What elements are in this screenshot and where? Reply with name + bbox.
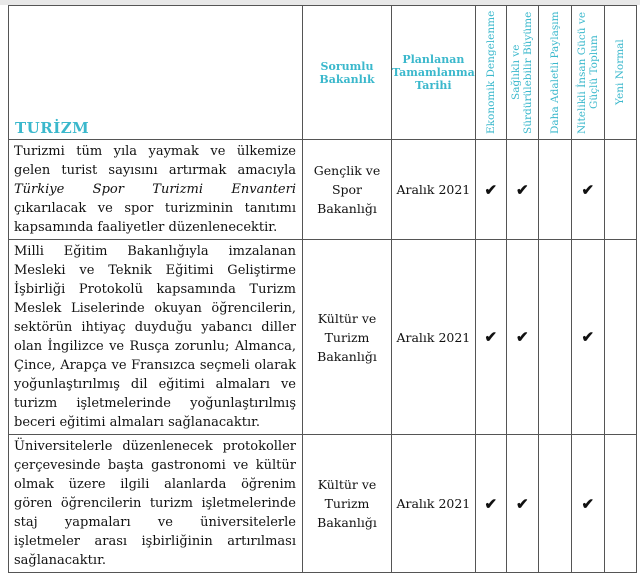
description-italic: Türkiye Spor Turizmi Envanteri	[14, 182, 296, 197]
check-icon: ✔	[581, 180, 595, 199]
check-icon: ✔	[515, 328, 529, 346]
empty-cell	[538, 140, 571, 240]
planned-date: Aralık 2021	[392, 140, 476, 240]
check-icon: ✔	[581, 328, 595, 346]
description-text: çıkarılacak ve spor turizminin tanıtımı kapsamında faaliyetler düzenlenecektir.	[14, 201, 296, 235]
description-text: Üniversitelerle düzenlenecek protokoller çerçevesinde başta gastronomi ve kültür olmak üzere ilgili alanlarda öğrenim gören öğrencilerin turizm işletmelerinde staj yapmaları ve üniversitelerle işletmeler arası işbirliğinin artırılması sağlanacaktır.	[14, 439, 296, 568]
action-plan-table	[8, 5, 637, 573]
goal-header-label: Yeni Normal	[614, 39, 627, 106]
description-text: Milli Eğitim Bakanlığıyla imzalanan Mesleki ve Teknik Eğitimi Geliştirme İşbirliği Protokolü kapsamında Turizm Meslek Liselerinde okuyan öğrencilerin, sektörün ihtiyaç duyduğu yabancı diller olan İngilizce ve Rusça zorunlu; Almanca, Çince, Arapça ve Fransızca seçmeli olarak yoğunlaştırılmış dil eğitimi almaları ve turizm işletmelerinde yoğunlaştırılmış beceri eğitimi almaları sağlanacaktır.	[14, 244, 296, 430]
table-row	[9, 240, 637, 435]
check-icon	[475, 140, 506, 240]
check-icon	[571, 140, 604, 240]
empty-cell	[538, 435, 571, 573]
goal-header	[604, 6, 636, 140]
empty-cell	[538, 240, 571, 435]
planned-date: Aralık 2021	[392, 240, 476, 435]
goal-header-label: Ekonomik Dengelenme	[484, 10, 497, 135]
goal-header	[506, 6, 538, 140]
goal-header-label: Daha Adaletli Paylaşım	[548, 11, 561, 134]
planned-date: Aralık 2021	[392, 435, 476, 573]
goal-header	[571, 6, 604, 140]
action-description	[9, 140, 303, 240]
check-icon: ✔	[581, 494, 595, 513]
check-icon: ✔	[484, 180, 498, 199]
ministry-header: Sorumlu Bakanlık	[303, 6, 392, 140]
check-icon: ✔	[484, 494, 498, 513]
table-row	[9, 435, 637, 573]
goal-header	[475, 6, 506, 140]
empty-cell	[604, 240, 636, 435]
check-icon	[571, 435, 604, 573]
header-row	[9, 6, 637, 140]
check-icon	[506, 435, 538, 573]
check-icon	[571, 240, 604, 435]
check-icon: ✔	[515, 180, 529, 199]
check-icon	[475, 435, 506, 573]
section-title: TURİZM	[9, 6, 303, 140]
responsible-ministry: Kültür ve Turizm Bakanlığı	[303, 240, 392, 435]
check-icon	[506, 240, 538, 435]
responsible-ministry: Gençlik ve Spor Bakanlığı	[303, 140, 392, 240]
action-description	[9, 435, 303, 573]
check-icon	[506, 140, 538, 240]
check-icon: ✔	[484, 328, 498, 346]
check-icon: ✔	[515, 494, 529, 513]
check-icon	[475, 240, 506, 435]
responsible-ministry: Kültür ve Turizm Bakanlığı	[303, 435, 392, 573]
date-header: Planlanan Tamamlanma Tarihi	[392, 6, 476, 140]
goal-header-label: Sağlıklı ve Sürdürülebilir Büyüme	[510, 11, 535, 134]
goal-header-label: Nitelikli İnsan Gücü ve Güçlü Toplum	[575, 11, 600, 134]
goal-header	[538, 6, 571, 140]
table-row	[9, 140, 637, 240]
empty-cell	[604, 435, 636, 573]
action-description	[9, 240, 303, 435]
description-text: Turizmi tüm yıla yaymak ve ülkemize gelen turist sayısını artırmak amacıyla	[14, 144, 296, 178]
empty-cell	[604, 140, 636, 240]
